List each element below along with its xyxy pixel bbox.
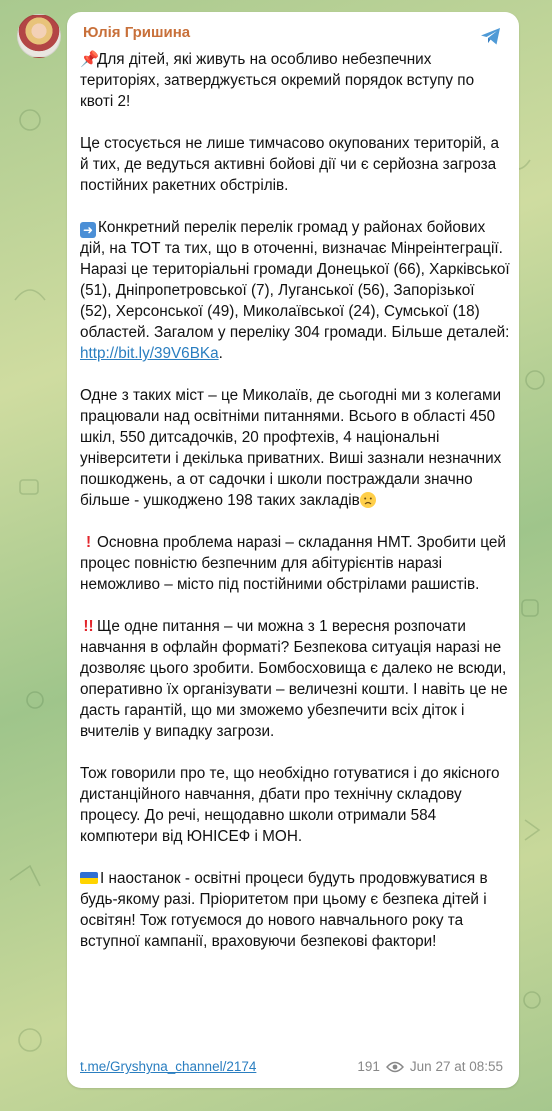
paragraph-2: Це стосується не лише тимчасово окупованих територій, а й тих, де ведуться активні бойові дії чи є серйозна загроза постійних ракетних обстрілів. [80, 135, 499, 194]
telegram-icon[interactable] [479, 24, 503, 48]
view-count: 191 [357, 1059, 380, 1074]
paragraph-4: Одне з таких міст – це Миколаїв, де сьогодні ми з колегами працювали над освітніми питаннями. Всього в області 450 шкіл, 550 дитсадочків, 20 профтехів, 4 національні університети і декілька приватних. Виші зазнали незначних пошкоджень, а от садочки і школи постраждали значно більше - ушкоджено 198 таких закладів [80, 387, 502, 509]
paragraph-1: 📌Для дітей, які живуть на особливо небезпечних територіях, затверджується окремий порядок вступу по квоті 2! [80, 51, 475, 110]
ukraine-flag-icon [80, 872, 98, 884]
pushpin-icon: 📌 [80, 51, 100, 68]
author-avatar[interactable] [17, 14, 61, 58]
message-bubble [67, 12, 519, 1088]
channel-link[interactable]: t.me/Gryshyna_channel/2174 [80, 1059, 257, 1074]
eye-icon [386, 1061, 404, 1073]
disappointed-face-icon [360, 492, 376, 508]
message-meta [357, 1059, 503, 1074]
paragraph-6: !! Ще одне питання – чи можна з 1 вересня розпочати навчання в офлайн форматі? Безпекова ситуація наразі не дозволяє цього зробити. Бомбосховища є далеко не всюди, оперативно їх організувати – величезні кошти. І навіть це не дасть гарантій, що ми зможемо убезпечити всіх діток і вчителів у випадку загрози. [80, 618, 508, 740]
right-arrow-icon: ➜ [80, 222, 96, 238]
message-text [80, 49, 510, 973]
paragraph-5: ! Основна проблема наразі – складання НМТ. Зробити цей процес повністю безпечним для абітурієнтів наразі неможливо – місто під постійними обстрілами рашистів. [80, 534, 506, 593]
exclamation-icon: ! [85, 534, 92, 551]
author-name[interactable]: Юлія Гришина [83, 24, 191, 41]
paragraph-8: І наостанок - освітні процеси будуть продовжуватися в будь-якому разі. Пріоритетом при цьому є безпека дітей і освітян! Тож готуємося до нового навчального року та вступної кампанії, враховуючи безпекові фактори! [80, 870, 488, 950]
paragraph-7: Тож говорили про те, що необхідно готуватися і до якісного дистанційного навчання, дбати про технічну складову процесу. До речі, нещодавно школи отримали 584 компютери від ЮНІСЕФ і МОН. [80, 765, 500, 845]
message-footer [80, 1059, 503, 1077]
details-link[interactable]: http://bit.ly/39V6BKa [80, 345, 219, 362]
paragraph-3: ➜ Конкретний перелік перелік громад у районах бойових дій, на ТОТ та тих, що в оточенні, визначає Мінреінтеграції. Наразі це територіальні громади Донецької (66), Харківської (51), Дніпропетровської (7), Луганської (56), Запорізької (52), Херсонської (49), Миколаївської (24), Сумської (18) областей. Загалом у переліку 304 громади. Більше деталей: http://bit.ly/39V6BKa. [80, 219, 510, 362]
timestamp: Jun 27 at 08:55 [409, 1059, 503, 1074]
double-exclamation-icon: !! [83, 618, 94, 635]
